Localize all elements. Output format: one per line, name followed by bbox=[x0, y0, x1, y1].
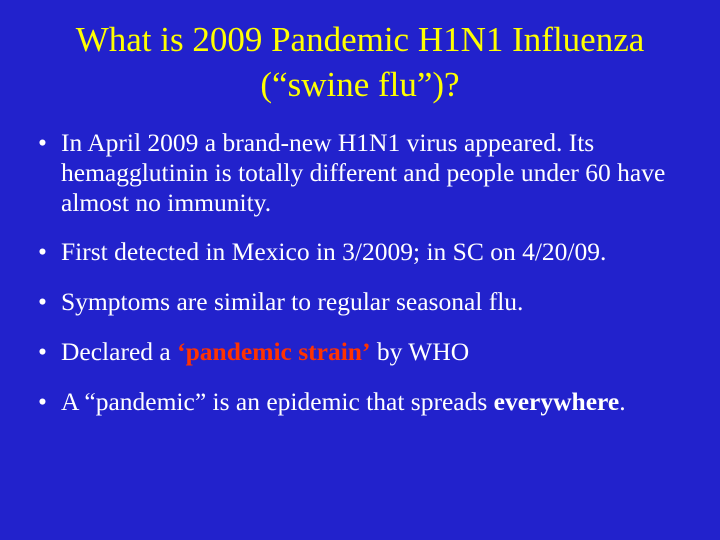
bullet-point-icon: • bbox=[38, 128, 47, 157]
bullet-text bbox=[61, 237, 698, 267]
bullet-text-run: Declared a bbox=[61, 337, 178, 367]
bullet-new-virus bbox=[30, 128, 698, 217]
bullet-text-run: . bbox=[619, 386, 626, 416]
bullet-declared bbox=[30, 337, 698, 367]
bullet-text-run: everywhere bbox=[493, 386, 620, 416]
bullet-first-detected bbox=[30, 237, 698, 267]
bullet-text bbox=[61, 387, 698, 417]
bullet-point-icon: • bbox=[38, 337, 47, 367]
bullet-point-icon: • bbox=[38, 386, 47, 416]
bullet-text bbox=[61, 337, 698, 367]
bullet-point-icon: • bbox=[38, 287, 47, 317]
slide-body-list bbox=[30, 128, 698, 417]
bullet-text bbox=[61, 128, 698, 217]
bullet-text-run: ‘pandemic strain’ bbox=[177, 337, 371, 367]
bullet-text-run: Symptoms are similar to regular seasonal flu. bbox=[61, 287, 524, 317]
bullet-symptoms bbox=[30, 287, 698, 317]
bullet-text-run: A “pandemic” is an epidemic that spreads bbox=[61, 386, 494, 416]
bullet-text-run: In April 2009 a brand-new H1N1 virus appeared. Its hemagglutinin is totally different and people under 60 have almost no immunity. bbox=[61, 128, 666, 217]
bullet-text-run: First detected in Mexico in 3/2009; in SC on 4/20/09. bbox=[61, 237, 607, 267]
slide-title: What is 2009 Pandemic H1N1 Influenza (“swine flu”)? bbox=[75, 20, 645, 104]
bullet-text-run: by WHO bbox=[370, 337, 470, 367]
bullet-definition bbox=[30, 387, 698, 417]
bullet-text bbox=[61, 287, 698, 317]
bullet-point-icon: • bbox=[38, 237, 47, 267]
